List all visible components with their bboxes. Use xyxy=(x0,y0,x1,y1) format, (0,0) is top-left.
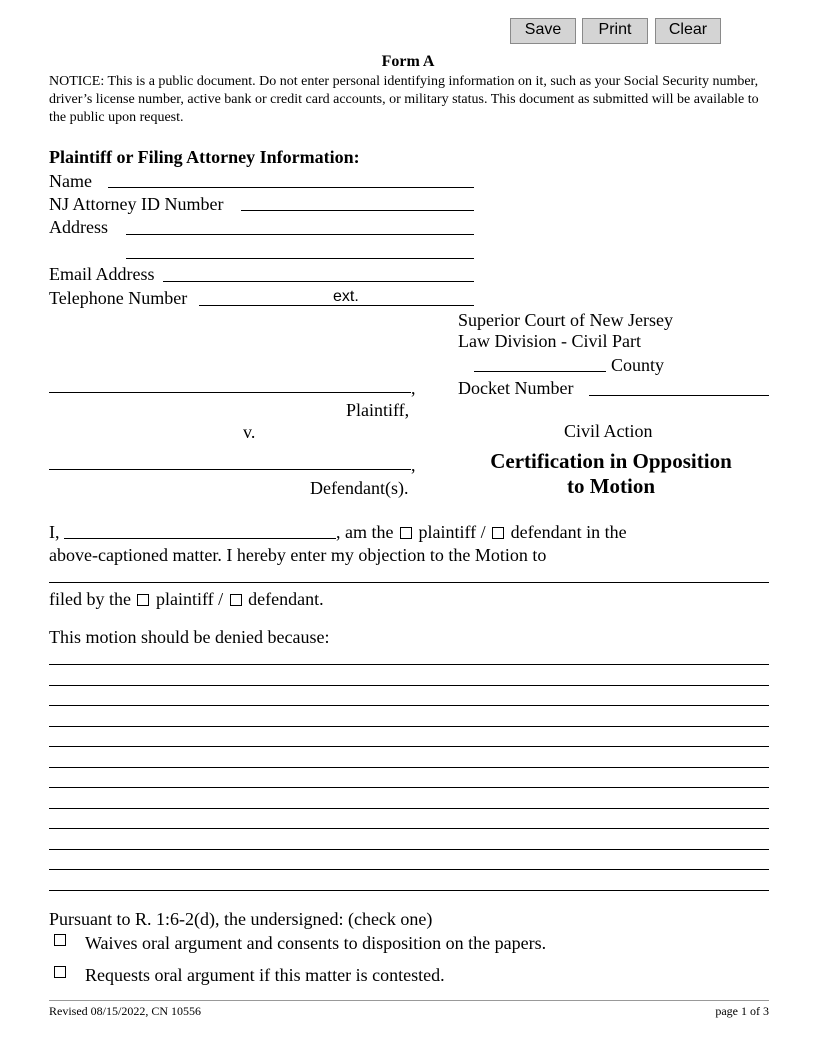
filed-defendant-option: defendant. xyxy=(248,589,324,609)
filed-by-line xyxy=(49,588,324,610)
docket-field[interactable] xyxy=(589,376,773,398)
certifier-name-field[interactable] xyxy=(64,519,340,541)
am-the-text: , am the xyxy=(336,522,394,542)
plaintiff-comma: , xyxy=(411,378,416,398)
defendant-comma: , xyxy=(411,455,416,475)
plaintiff-checkbox[interactable] xyxy=(400,527,412,539)
filed-plaintiff-option: plaintiff / xyxy=(155,589,224,609)
versus-label: v. xyxy=(243,422,256,442)
save-button[interactable]: Save xyxy=(510,18,576,44)
county-label: County xyxy=(611,355,665,375)
request-oral-checkbox[interactable] xyxy=(54,966,66,978)
telephone-field[interactable] xyxy=(199,286,333,308)
attorney-id-label: NJ Attorney ID Number xyxy=(49,194,224,214)
document-title xyxy=(458,449,764,499)
filed-by-text: filed by the xyxy=(49,589,131,609)
document-title-line-1: Certification in Opposition xyxy=(490,449,732,473)
plaintiff-name-field[interactable] xyxy=(49,373,415,395)
document-title-line-2: to Motion xyxy=(566,474,656,498)
party-selection-line xyxy=(336,521,627,543)
form-title: Form A xyxy=(381,53,435,70)
county-field[interactable] xyxy=(474,352,610,374)
docket-label: Docket Number xyxy=(458,378,574,398)
civil-action: Civil Action xyxy=(564,421,653,441)
plaintiff-option: plaintiff / xyxy=(418,522,486,542)
denied-because-label: This motion should be denied because: xyxy=(49,627,330,647)
print-button[interactable]: Print xyxy=(582,18,648,44)
footer-divider xyxy=(49,1000,769,1001)
waive-oral-label: Waives oral argument and consents to disposition on the papers. xyxy=(85,933,547,953)
name-label: Name xyxy=(49,171,92,191)
telephone-label: Telephone Number xyxy=(49,288,188,308)
defendant-option: defendant in the xyxy=(510,522,627,542)
name-field[interactable] xyxy=(108,168,478,190)
attorney-id-field[interactable] xyxy=(241,191,478,213)
objection-text: above-captioned matter. I hereby enter my objection to the Motion to xyxy=(49,545,547,565)
attorney-heading: Plaintiff or Filing Attorney Information: xyxy=(49,147,360,167)
defendant-checkbox[interactable] xyxy=(492,527,504,539)
address-field-2[interactable] xyxy=(126,239,478,261)
defendant-label: Defendant(s). xyxy=(310,478,409,498)
reasons-textarea[interactable] xyxy=(49,645,773,894)
filed-defendant-checkbox[interactable] xyxy=(230,594,242,606)
public-notice: NOTICE: This is a public document. Do not enter personal identifying information on it, such as your Social Security number, driver’s license number, active bank or credit card accounts, or military status. This document as submitted will be available to the public upon request. xyxy=(49,74,759,125)
filed-plaintiff-checkbox[interactable] xyxy=(137,594,149,606)
ext-field[interactable] xyxy=(364,286,478,308)
ext-label: ext. xyxy=(333,288,359,305)
motion-description-field[interactable] xyxy=(49,563,773,585)
i-label: I, xyxy=(49,522,60,542)
defendant-name-field[interactable] xyxy=(49,450,415,472)
address-label: Address xyxy=(49,217,108,237)
clear-button[interactable]: Clear xyxy=(655,18,721,44)
email-field[interactable] xyxy=(163,262,478,284)
revision-info: Revised 08/15/2022, CN 10556 xyxy=(49,1004,201,1018)
court-division: Law Division - Civil Part xyxy=(458,331,641,351)
page-number: page 1 of 3 xyxy=(715,1004,769,1018)
plaintiff-label: Plaintiff, xyxy=(346,400,410,420)
address-field-1[interactable] xyxy=(126,215,478,237)
oral-argument-intro: Pursuant to R. 1:6-2(d), the undersigned: (check one) xyxy=(49,909,433,929)
email-label: Email Address xyxy=(49,264,155,284)
waive-oral-checkbox[interactable] xyxy=(54,934,66,946)
court-name: Superior Court of New Jersey xyxy=(458,310,673,330)
request-oral-label: Requests oral argument if this matter is contested. xyxy=(85,965,445,985)
